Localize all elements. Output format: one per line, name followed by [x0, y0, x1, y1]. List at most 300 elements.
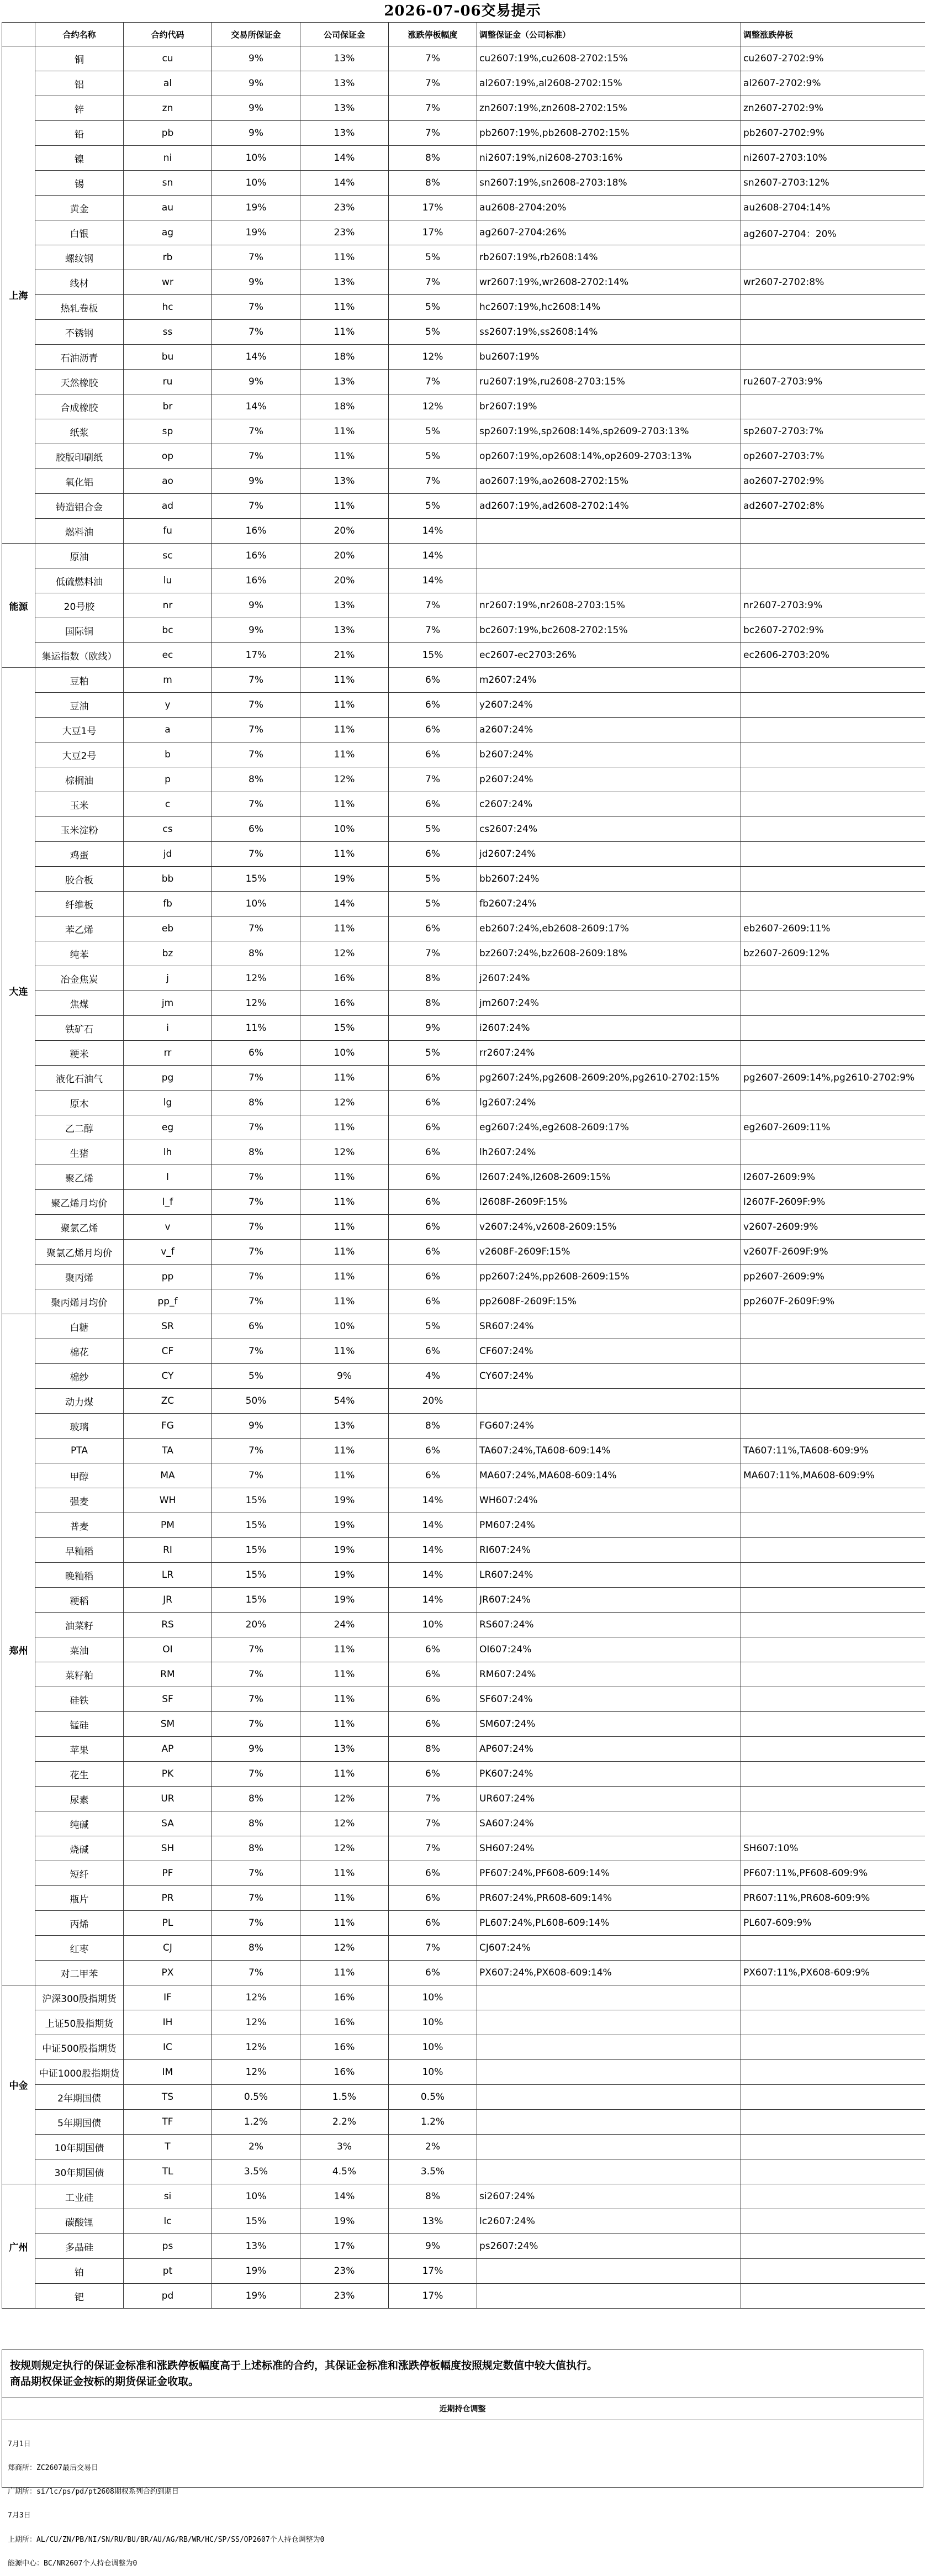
price-limit-cell: 6%	[389, 1712, 477, 1737]
exchange-name-cell: 大连	[2, 668, 35, 1314]
contract-name-cell: 对二甲苯	[35, 1961, 124, 1985]
price-limit-cell: 1.2%	[389, 2110, 477, 2135]
adjusted-margin-cell: TA607:24%,TA608-609:14%	[477, 1439, 741, 1463]
price-limit-cell: 5%	[389, 494, 477, 519]
company-margin-cell: 10%	[300, 1041, 389, 1066]
adjusted-limit-cell: sn2607-2703:12%	[741, 171, 925, 196]
company-margin-cell: 11%	[300, 1439, 389, 1463]
contract-name-cell: 燃料油	[35, 519, 124, 544]
contract-code-cell: jd	[124, 842, 212, 867]
company-margin-cell: 1.5%	[300, 2085, 389, 2110]
company-margin-cell: 11%	[300, 320, 389, 345]
contract-code-cell: eg	[124, 1115, 212, 1140]
company-margin-cell: 11%	[300, 1115, 389, 1140]
exchange-margin-cell: 15%	[212, 1563, 300, 1588]
adjusted-limit-cell	[741, 394, 925, 419]
contract-name-cell: 纯苯	[35, 941, 124, 966]
exchange-margin-cell: 7%	[212, 1662, 300, 1687]
exchange-margin-cell: 7%	[212, 1215, 300, 1240]
adjusted-margin-cell: zn2607:19%,zn2608-2702:15%	[477, 96, 741, 121]
contract-code-cell: v	[124, 1215, 212, 1240]
table-row	[2, 2010, 925, 2035]
adjusted-limit-cell: ru2607-2703:9%	[741, 370, 925, 394]
company-margin-cell: 12%	[300, 941, 389, 966]
table-row	[2, 370, 925, 394]
price-limit-cell: 8%	[389, 146, 477, 171]
adjusted-margin-cell: sn2607:19%,sn2608-2703:18%	[477, 171, 741, 196]
price-limit-cell: 7%	[389, 593, 477, 618]
contract-name-cell: 豆油	[35, 693, 124, 718]
price-limit-cell: 6%	[389, 1339, 477, 1364]
exchange-margin-cell: 7%	[212, 1190, 300, 1215]
price-limit-cell: 14%	[389, 1563, 477, 1588]
contract-code-cell: IF	[124, 1985, 212, 2010]
contract-name-cell: 聚乙烯	[35, 1165, 124, 1190]
price-limit-cell: 6%	[389, 742, 477, 767]
table-row	[2, 71, 925, 96]
contract-name-cell: PTA	[35, 1439, 124, 1463]
table-row	[2, 1712, 925, 1737]
exchange-name-cell: 广州	[2, 2184, 35, 2309]
contract-code-cell: ru	[124, 370, 212, 394]
contract-name-cell: 纸浆	[35, 419, 124, 444]
adjusted-margin-cell: bz2607:24%,bz2608-2609:18%	[477, 941, 741, 966]
price-limit-cell: 6%	[389, 1886, 477, 1911]
contract-name-cell: 铜	[35, 46, 124, 71]
contract-name-cell: 铸造铝合金	[35, 494, 124, 519]
contract-code-cell: fb	[124, 892, 212, 916]
company-margin-cell: 11%	[300, 295, 389, 320]
table-row	[2, 2135, 925, 2159]
exchange-margin-cell: 7%	[212, 1961, 300, 1985]
adjusted-limit-cell	[741, 1787, 925, 1811]
table-row	[2, 419, 925, 444]
company-margin-cell: 14%	[300, 146, 389, 171]
company-margin-cell: 11%	[300, 494, 389, 519]
table-row	[2, 643, 925, 668]
exchange-margin-cell: 16%	[212, 544, 300, 568]
contract-code-cell: op	[124, 444, 212, 469]
table-row	[2, 544, 925, 568]
company-margin-cell: 11%	[300, 693, 389, 718]
adjusted-margin-cell: MA607:24%,MA608-609:14%	[477, 1463, 741, 1488]
exchange-margin-cell: 10%	[212, 892, 300, 916]
adjusted-limit-cell	[741, 1140, 925, 1165]
adjusted-margin-cell: FG607:24%	[477, 1414, 741, 1439]
contract-name-cell: 冶金焦炭	[35, 966, 124, 991]
contract-code-cell: ad	[124, 494, 212, 519]
contract-code-cell: pg	[124, 1066, 212, 1091]
exchange-margin-cell: 7%	[212, 1637, 300, 1662]
table-row	[2, 2284, 925, 2309]
adjusted-margin-cell: nr2607:19%,nr2608-2703:15%	[477, 593, 741, 618]
exchange-margin-cell: 7%	[212, 718, 300, 742]
price-limit-cell: 6%	[389, 916, 477, 941]
price-limit-cell: 14%	[389, 1538, 477, 1563]
contract-code-cell: TF	[124, 2110, 212, 2135]
adjusted-margin-cell: fb2607:24%	[477, 892, 741, 916]
adjusted-limit-cell	[741, 1985, 925, 2010]
company-margin-cell: 11%	[300, 668, 389, 693]
exchange-margin-cell: 8%	[212, 1140, 300, 1165]
price-limit-cell: 7%	[389, 1811, 477, 1836]
exchange-margin-cell: 7%	[212, 742, 300, 767]
adjusted-limit-cell	[741, 966, 925, 991]
table-row	[2, 1787, 925, 1811]
contract-name-cell: 原木	[35, 1091, 124, 1115]
adjusted-margin-cell: jd2607:24%	[477, 842, 741, 867]
recent-adjustments-header: 近期持仓调整	[2, 2398, 923, 2420]
recent-line: 能源中心：BC/NR2607个人持仓调整为0	[8, 2560, 917, 2568]
contract-name-cell: 短纤	[35, 1861, 124, 1886]
adjusted-limit-cell	[741, 842, 925, 867]
table-row	[2, 245, 925, 270]
exchange-margin-cell: 7%	[212, 245, 300, 270]
exchange-margin-cell: 7%	[212, 1115, 300, 1140]
price-limit-cell: 6%	[389, 1961, 477, 1985]
contract-name-cell: 丙烯	[35, 1911, 124, 1936]
note-line-1: 按规则规定执行的保证金标准和涨跌停板幅度高于上述标准的合约，其保证金标准和涨跌停板幅度按照规定数值中较大值执行。	[10, 2358, 917, 2374]
adjusted-limit-cell	[741, 2060, 925, 2085]
exchange-margin-cell: 8%	[212, 1936, 300, 1961]
price-limit-cell: 6%	[389, 1240, 477, 1265]
header-adjusted-limit: 调整涨跌停板	[741, 23, 925, 46]
price-limit-cell: 14%	[389, 544, 477, 568]
price-limit-cell: 6%	[389, 1762, 477, 1787]
table-row	[2, 1165, 925, 1190]
adjusted-limit-cell	[741, 1687, 925, 1712]
contract-name-cell: 中证500股指期货	[35, 2035, 124, 2060]
exchange-margin-cell: 15%	[212, 1538, 300, 1563]
adjusted-limit-cell	[741, 1613, 925, 1637]
adjusted-margin-cell: pp2608F-2609F:15%	[477, 1289, 741, 1314]
exchange-margin-cell: 7%	[212, 1687, 300, 1712]
price-limit-cell: 2%	[389, 2135, 477, 2159]
price-limit-cell: 8%	[389, 991, 477, 1016]
exchange-margin-cell: 14%	[212, 345, 300, 370]
table-row	[2, 1066, 925, 1091]
adjusted-limit-cell	[741, 2259, 925, 2284]
table-row	[2, 668, 925, 693]
adjusted-limit-cell	[741, 1016, 925, 1041]
adjusted-limit-cell	[741, 1364, 925, 1389]
contract-code-cell: TA	[124, 1439, 212, 1463]
company-margin-cell: 18%	[300, 345, 389, 370]
table-row	[2, 146, 925, 171]
adjusted-limit-cell: l2607-2609:9%	[741, 1165, 925, 1190]
contract-code-cell: ni	[124, 146, 212, 171]
company-margin-cell: 19%	[300, 1588, 389, 1613]
contract-name-cell: 2年期国债	[35, 2085, 124, 2110]
contract-name-cell: 中证1000股指期货	[35, 2060, 124, 2085]
company-margin-cell: 11%	[300, 1762, 389, 1787]
exchange-margin-cell: 12%	[212, 966, 300, 991]
company-margin-cell: 13%	[300, 618, 389, 643]
company-margin-cell: 11%	[300, 1712, 389, 1737]
table-row	[2, 1538, 925, 1563]
company-margin-cell: 13%	[300, 270, 389, 295]
exchange-margin-cell: 12%	[212, 991, 300, 1016]
contract-code-cell: AP	[124, 1737, 212, 1762]
adjusted-margin-cell: pb2607:19%,pb2608-2702:15%	[477, 121, 741, 146]
adjusted-limit-cell: pb2607-2702:9%	[741, 121, 925, 146]
contract-name-cell: 铁矿石	[35, 1016, 124, 1041]
adjusted-margin-cell: pg2607:24%,pg2608-2609:20%,pg2610-2702:15%	[477, 1066, 741, 1091]
company-margin-cell: 20%	[300, 519, 389, 544]
table-row	[2, 593, 925, 618]
contract-name-cell: 玉米淀粉	[35, 817, 124, 842]
adjusted-limit-cell: pp2607-2609:9%	[741, 1265, 925, 1289]
adjusted-margin-cell: p2607:24%	[477, 767, 741, 792]
contract-name-cell: 玻璃	[35, 1414, 124, 1439]
adjusted-limit-cell	[741, 1041, 925, 1066]
exchange-margin-cell: 8%	[212, 1836, 300, 1861]
contract-name-cell: 聚丙烯月均价	[35, 1289, 124, 1314]
table-row	[2, 892, 925, 916]
price-limit-cell: 8%	[389, 171, 477, 196]
contract-code-cell: fu	[124, 519, 212, 544]
contract-code-cell: rb	[124, 245, 212, 270]
contract-name-cell: 棕榈油	[35, 767, 124, 792]
exchange-margin-cell: 7%	[212, 444, 300, 469]
adjusted-margin-cell: al2607:19%,al2608-2702:15%	[477, 71, 741, 96]
table-body	[2, 46, 925, 2309]
exchange-margin-cell: 10%	[212, 146, 300, 171]
price-limit-cell: 5%	[389, 419, 477, 444]
adjusted-margin-cell	[477, 544, 741, 568]
adjusted-limit-cell: zn2607-2702:9%	[741, 96, 925, 121]
price-limit-cell: 7%	[389, 370, 477, 394]
contract-code-cell: lg	[124, 1091, 212, 1115]
contract-name-cell: 线材	[35, 270, 124, 295]
adjusted-margin-cell: RM607:24%	[477, 1662, 741, 1687]
adjusted-limit-cell: al2607-2702:9%	[741, 71, 925, 96]
company-margin-cell: 11%	[300, 718, 389, 742]
price-limit-cell: 9%	[389, 1016, 477, 1041]
exchange-margin-cell: 7%	[212, 1265, 300, 1289]
table-row	[2, 345, 925, 370]
adjusted-margin-cell: wr2607:19%,wr2608-2702:14%	[477, 270, 741, 295]
company-margin-cell: 19%	[300, 1513, 389, 1538]
adjusted-limit-cell: sp2607-2703:7%	[741, 419, 925, 444]
adjusted-limit-cell: PL607-609:9%	[741, 1911, 925, 1936]
adjusted-limit-cell: PX607:11%,PX608-609:9%	[741, 1961, 925, 1985]
table-row	[2, 568, 925, 593]
recent-adjustments-body	[2, 2420, 923, 2488]
contract-code-cell: ag	[124, 220, 212, 245]
exchange-margin-cell: 7%	[212, 792, 300, 817]
table-row	[2, 1240, 925, 1265]
exchange-margin-cell: 16%	[212, 568, 300, 593]
adjusted-margin-cell: CY607:24%	[477, 1364, 741, 1389]
table-row	[2, 121, 925, 146]
company-margin-cell: 3%	[300, 2135, 389, 2159]
contract-code-cell: sn	[124, 171, 212, 196]
adjusted-limit-cell	[741, 2135, 925, 2159]
price-limit-cell: 10%	[389, 1613, 477, 1637]
exchange-margin-cell: 6%	[212, 817, 300, 842]
price-limit-cell: 5%	[389, 295, 477, 320]
adjusted-margin-cell	[477, 568, 741, 593]
contract-name-cell: 大豆1号	[35, 718, 124, 742]
adjusted-limit-cell	[741, 1091, 925, 1115]
company-margin-cell: 16%	[300, 2035, 389, 2060]
adjusted-limit-cell	[741, 767, 925, 792]
contract-code-cell: PR	[124, 1886, 212, 1911]
exchange-margin-cell: 7%	[212, 1240, 300, 1265]
contract-name-cell: 液化石油气	[35, 1066, 124, 1091]
exchange-margin-cell: 3.5%	[212, 2159, 300, 2184]
exchange-margin-cell: 7%	[212, 1439, 300, 1463]
adjusted-limit-cell	[741, 991, 925, 1016]
company-margin-cell: 11%	[300, 1463, 389, 1488]
contract-name-cell: 动力煤	[35, 1389, 124, 1414]
adjusted-margin-cell: pp2607:24%,pp2608-2609:15%	[477, 1265, 741, 1289]
contract-code-cell: RS	[124, 1613, 212, 1637]
company-margin-cell: 21%	[300, 643, 389, 668]
company-margin-cell: 11%	[300, 1215, 389, 1240]
exchange-margin-cell: 7%	[212, 1911, 300, 1936]
contract-code-cell: LR	[124, 1563, 212, 1588]
adjusted-limit-cell: nr2607-2703:9%	[741, 593, 925, 618]
table-row	[2, 1414, 925, 1439]
exchange-margin-cell: 8%	[212, 1787, 300, 1811]
exchange-margin-cell: 15%	[212, 1588, 300, 1613]
price-limit-cell: 15%	[389, 643, 477, 668]
adjusted-margin-cell: hc2607:19%,hc2608:14%	[477, 295, 741, 320]
price-limit-cell: 5%	[389, 320, 477, 345]
contract-code-cell: pd	[124, 2284, 212, 2309]
price-limit-cell: 7%	[389, 46, 477, 71]
contract-code-cell: pp_f	[124, 1289, 212, 1314]
price-limit-cell: 8%	[389, 1737, 477, 1762]
price-limit-cell: 10%	[389, 2035, 477, 2060]
company-margin-cell: 11%	[300, 1961, 389, 1985]
company-margin-cell: 11%	[300, 419, 389, 444]
contract-name-cell: 菜籽粕	[35, 1662, 124, 1687]
adjusted-margin-cell	[477, 2284, 741, 2309]
price-limit-cell: 6%	[389, 1662, 477, 1687]
adjusted-limit-cell	[741, 544, 925, 568]
table-row	[2, 1091, 925, 1115]
adjusted-margin-cell: WH607:24%	[477, 1488, 741, 1513]
contract-name-cell: 原油	[35, 544, 124, 568]
company-margin-cell: 16%	[300, 966, 389, 991]
exchange-margin-cell: 7%	[212, 1712, 300, 1737]
adjusted-limit-cell	[741, 519, 925, 544]
adjusted-limit-cell	[741, 1588, 925, 1613]
contract-code-cell: WH	[124, 1488, 212, 1513]
contract-code-cell: v_f	[124, 1240, 212, 1265]
price-limit-cell: 6%	[389, 668, 477, 693]
contract-code-cell: bc	[124, 618, 212, 643]
adjusted-margin-cell: ni2607:19%,ni2608-2703:16%	[477, 146, 741, 171]
company-margin-cell: 12%	[300, 1811, 389, 1836]
contract-code-cell: PM	[124, 1513, 212, 1538]
exchange-margin-cell: 11%	[212, 1016, 300, 1041]
contract-name-cell: 尿素	[35, 1787, 124, 1811]
contract-code-cell: RI	[124, 1538, 212, 1563]
company-margin-cell: 11%	[300, 1637, 389, 1662]
adjusted-limit-cell	[741, 1314, 925, 1339]
contract-code-cell: y	[124, 693, 212, 718]
contract-code-cell: ec	[124, 643, 212, 668]
table-row	[2, 1488, 925, 1513]
exchange-margin-cell: 9%	[212, 618, 300, 643]
adjusted-limit-cell	[741, 668, 925, 693]
adjusted-margin-cell: LR607:24%	[477, 1563, 741, 1588]
contract-name-cell: 石油沥青	[35, 345, 124, 370]
contract-code-cell: pt	[124, 2259, 212, 2284]
table-row	[2, 494, 925, 519]
adjusted-margin-cell: b2607:24%	[477, 742, 741, 767]
exchange-margin-cell: 12%	[212, 1985, 300, 2010]
table-row	[2, 469, 925, 494]
contract-name-cell: 晚籼稻	[35, 1563, 124, 1588]
exchange-margin-cell: 9%	[212, 370, 300, 394]
contract-name-cell: 热轧卷板	[35, 295, 124, 320]
table-row	[2, 1886, 925, 1911]
adjusted-margin-cell: CF607:24%	[477, 1339, 741, 1364]
price-limit-cell: 10%	[389, 2060, 477, 2085]
exchange-margin-cell: 8%	[212, 1091, 300, 1115]
company-margin-cell: 13%	[300, 1737, 389, 1762]
company-margin-cell: 13%	[300, 1414, 389, 1439]
adjusted-margin-cell: bc2607:19%,bc2608-2702:15%	[477, 618, 741, 643]
price-limit-cell: 9%	[389, 2234, 477, 2259]
adjusted-margin-cell: ps2607:24%	[477, 2234, 741, 2259]
header-exchange-margin: 交易所保证金	[212, 23, 300, 46]
contract-code-cell: wr	[124, 270, 212, 295]
contract-name-cell: 白糖	[35, 1314, 124, 1339]
adjusted-margin-cell	[477, 2159, 741, 2184]
company-margin-cell: 11%	[300, 1289, 389, 1314]
price-limit-cell: 6%	[389, 1861, 477, 1886]
contract-name-cell: 大豆2号	[35, 742, 124, 767]
company-margin-cell: 11%	[300, 1265, 389, 1289]
price-limit-cell: 6%	[389, 1463, 477, 1488]
table-row	[2, 320, 925, 345]
contract-name-cell: 不锈钢	[35, 320, 124, 345]
adjusted-limit-cell	[741, 892, 925, 916]
table-row	[2, 1463, 925, 1488]
table-row	[2, 46, 925, 71]
exchange-margin-cell: 16%	[212, 519, 300, 544]
company-margin-cell: 11%	[300, 742, 389, 767]
table-row	[2, 1936, 925, 1961]
price-limit-cell: 7%	[389, 121, 477, 146]
page-title: 2026-07-06交易提示	[0, 0, 925, 22]
adjusted-margin-cell: SA607:24%	[477, 1811, 741, 1836]
adjusted-margin-cell: op2607:19%,op2608:14%,op2609-2703:13%	[477, 444, 741, 469]
contract-code-cell: lu	[124, 568, 212, 593]
price-limit-cell: 20%	[389, 1389, 477, 1414]
adjusted-limit-cell	[741, 1339, 925, 1364]
contract-code-cell: zn	[124, 96, 212, 121]
adjusted-margin-cell: m2607:24%	[477, 668, 741, 693]
contract-code-cell: bu	[124, 345, 212, 370]
price-limit-cell: 7%	[389, 270, 477, 295]
table-row	[2, 2184, 925, 2209]
table-row	[2, 792, 925, 817]
adjusted-limit-cell	[741, 568, 925, 593]
adjusted-margin-cell: PR607:24%,PR608-609:14%	[477, 1886, 741, 1911]
exchange-name-cell: 能源	[2, 544, 35, 668]
contract-code-cell: FG	[124, 1414, 212, 1439]
contract-code-cell: CF	[124, 1339, 212, 1364]
company-margin-cell: 11%	[300, 1861, 389, 1886]
exchange-margin-cell: 7%	[212, 1762, 300, 1787]
